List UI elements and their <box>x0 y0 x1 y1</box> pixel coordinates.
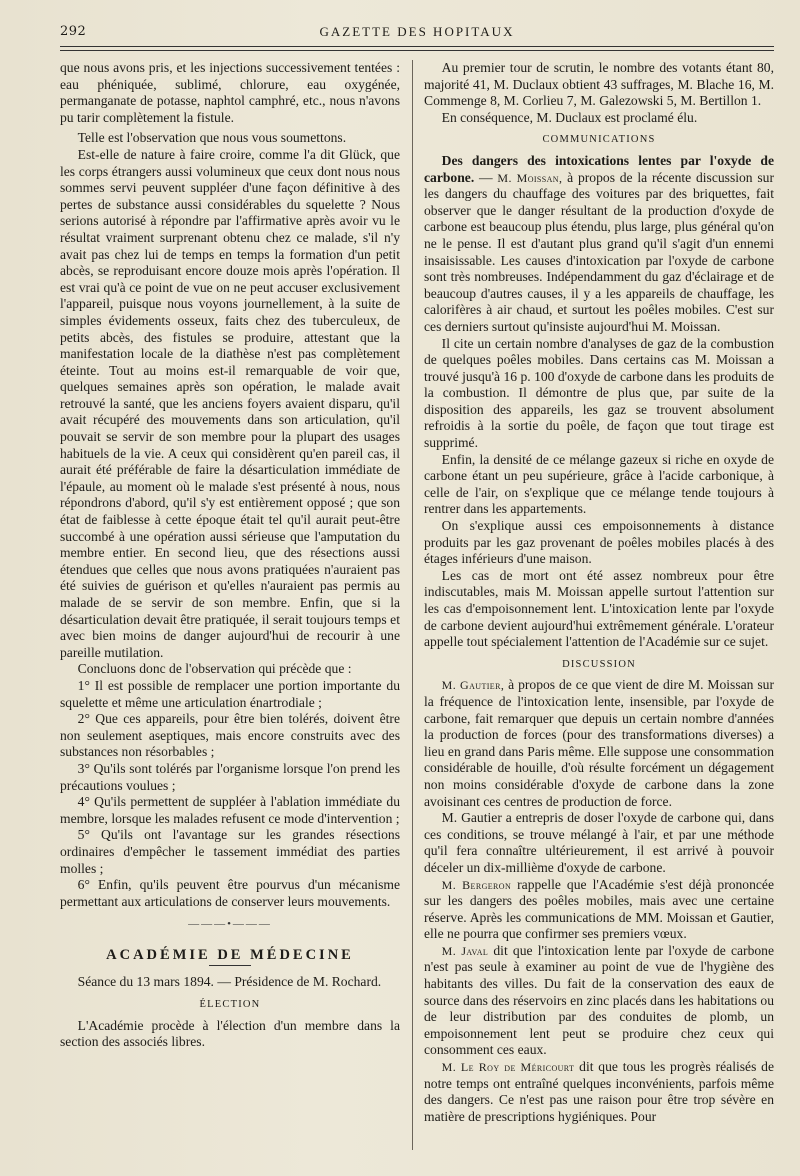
paragraph: Les cas de mort ont été assez nombreux pour être indiscutables, mais M. Moissan appelle surtout l'attention sur les cas d'empoisonnement lent. L'intoxication lente par l'oxyde de carbone devient aujourd'hui extrêmement générale. L'orateur appelle tout spécialement l'attention de l'Académie sur ce sujet. <box>424 567 774 650</box>
paragraph-text: dit que l'intoxication lente par l'oxyde de carbone n'est pas seule à examiner au point de vue de l'hygiène des habitants des villes. Du fait de la conservation des eaux de source dans des réservoirs en zinc placés dans les habitations ou de leur distribution par des conduites de plomb, un empoisonnement lent peut se produire chez ceux qui consomment ces eaux. <box>424 942 774 1058</box>
communication-title: Des dangers des intoxications lentes par l'oxyde de carbone. <box>424 152 774 185</box>
paragraph: L'Académie procède à l'élection d'un membre dans la section des associés libres. <box>60 1017 400 1050</box>
left-column <box>60 60 400 1160</box>
paragraph <box>424 943 774 1059</box>
paragraph: M. Gautier a entrepris de doser l'oxyde de carbone qui, dans ces conditions, se trouve mélangé à l'air, et par une méthode qu'il fera connaître ultérieurement, il est arrivé à pouvoir déceler un dix-millième d'oxyde de carbone. <box>424 810 774 875</box>
conclusion-item: 4° Qu'ils permettent de suppléer à l'ablation immédiate du membre, lorsque les malades refusent ce mode d'intervention ; <box>60 794 400 826</box>
conclusion-item: 2° Que ces appareils, pour être bien tolérés, doivent être non seulement aseptiques, mais encore construits avec des substances non résorbables ; <box>60 711 400 760</box>
conclusion-item: 5° Qu'ils ont l'avantage sur les grandes résections ordinaires d'empêcher le tassement immédiat des parties molles ; <box>60 827 400 876</box>
section-title: ACADÉMIE DE MÉDECINE <box>106 946 354 963</box>
subheading-election: ÉLECTION <box>199 999 261 1011</box>
conclusion-item: 1° Il est possible de remplacer une portion importante du squelette et même une articulation énartrodiale ; <box>60 677 400 710</box>
paragraph-text: rappelle que l'Académie s'est déjà prononcée sur les dangers des poêles mobiles, mais avec une certaine réserve. Après les communications de MM. Moissan et Gautier, elle ne pourra que confirmer ses premiers vœux. <box>424 876 774 942</box>
paragraph: Il cite un certain nombre d'analyses de gaz de la combustion de quelques poêles mobiles. Dans certains cas M. Moissan a trouvé jusqu'à 16 p. 100 d'oxyde de carbone dans les produits de la combustion. Il démontre de plus que, par suite de la disposition des appareils, les gaz se trouvent absolument refroidis à la sortie du poêle, de façon que tout tirage est supprimé. <box>424 335 774 451</box>
paragraph <box>424 877 774 943</box>
conclusion-item: 6° Enfin, qu'ils peuvent être pourvus d'un mécanisme permettant aux articulations de conserver leurs mouvements. <box>60 877 400 909</box>
paragraph: Est-elle de nature à faire croire, comme l'a dit Glück, que les corps étrangers aussi volumineux que ceux dont nous nous sommes servi peuvent suppléer d'une façon définitive à des pertes de substance aussi considérables du squelette ? Nous serions autorisé à répondre par l'affirmative après avoir vu le résultat vraiment surprenant obtenu chez ce malade, s'il n'y avait pas chez lui de temps en temps la formation d'un petit abcès, se reproduisant encore douze mois après l'opération. Il est vrai qu'à ce point de vue on ne peut accuser exclusivement l'appareil, puisque nous voyons journellement, à la suite de simples évidements osseux, faits chez des tuberculeux, de petits abcès, des fistules se produire, attestant que la manifestation locale de la diathèse n'est pas complètement éteinte. Tout au moins est-il remarquable de voir que, quelques semaines après son opération, le malade avait retrouvé la santé, que les anciens foyers avaient disparu, qu'il avait récupéré des mouvements dans son articulation, qu'il pouvait se servir de son membre pour la plupart des usages habituels de la vie. A ceux qui considèrent qu'en pareil cas, il aurait été préférable de faire la désarticulation immédiate de l'épaule, au moment où le malade s'est présenté à nous, nous répondrons d'abord, qu'il s'y est entièrement opposé ; que son état de faiblesse à cette époque était tel qu'il aurait peut-être succombé à une opération aussi sérieuse que l'amputation du membre entier. En second lieu, que des résections aussi étendues que celles que nous avons pratiquées n'auraient pas été suivies de guérison et qu'elles n'auraient pas permis au malade de se servir de son membre. Enfin, que si la désarticulation devait être pratiquée, il serait toujours temps et avec bien moins de danger aujourd'hui de recourir à une pareille mutilation. <box>60 146 400 660</box>
page-number: 292 <box>60 24 87 39</box>
paragraph-text: à propos de ce que vient de dire M. Moissan sur la fréquence de l'intoxication lente, insensible, par l'oxyde de carbone, fait remarquer que depuis un certain nombre d'années la production de forces (pour des transformations diverses) a lieu en grand dans Paris même. Elle suppose une consommation considérable de houille, d'où résulte forcément un dégagement non moins considérable d'oxyde de carbone dans la zone avoisinant ces centres de production de force. <box>424 677 774 809</box>
paragraph: que nous avons pris, et les injections successivement tentées : eau phéniquée, sublimé, chlorure, eau oxygénée, permanganate de potasse, naphtol camphré, etc., nous n'avons pu tarir complètement la fistule. <box>60 60 400 125</box>
conclusion-item: 3° Qu'ils sont tolérés par l'organisme lorsque l'on prend les précautions voulues ; <box>60 760 400 793</box>
paragraph: On s'explique aussi ces empoisonnements à distance produits par les gaz provenant de poêles mobiles placés à des étages inférieurs d'une maison. <box>424 518 774 567</box>
paragraph: Des dangers des intoxications lentes par l'oxyde de carbone. — M. Moissan, à propos de la récente discussion sur les dangers du chauffage des voitures par des briquettes, fait observer que le danger résultant de la production d'oxyde de carbone est beaucoup plus étendu, plus large, plus général qu'on ne le pense. Il est d'autant plus grand qu'il s'agit d'un ennemi insaisissable. Les causes d'intoxication par l'oxyde de carbone sont très nombreuses. Indépendamment du gaz d'éclairage et de beaucoup d'autres causes, il y a les appareils de chauffage, les calorifères à air chaud, et surtout les poêles mobiles. C'est sur ces derniers surtout qu'insiste aujourd'hui M. Moissan. <box>424 152 774 334</box>
paragraph: Enfin, la densité de ce mélange gazeux si riche en oxyde de carbone étant un peu supérieure, grâce à l'acide carbonique, à celle de l'air, on s'explique que ce mélange tende toujours à rentrer dans les appartements. <box>424 451 774 517</box>
paragraph-text: dit que tous les progrès réalisés de notre temps ont entraîné quelques inconvénients, parfois même des dangers. Ce n'est pas une raison pour être trop sévère en matière de prescriptions hygiéniques. Pour <box>424 1059 774 1124</box>
speaker-name: M. Bergeron <box>441 877 512 892</box>
title-rule <box>209 965 251 966</box>
paragraph <box>424 1059 774 1125</box>
session-line: Séance du 13 mars 1894. — Présidence de M. Rochard. <box>77 974 382 990</box>
paragraph: En conséquence, M. Duclaux est proclamé élu. <box>441 109 698 125</box>
subheading-discussion: DISCUSSION <box>562 658 636 670</box>
paragraph: Concluons donc de l'observation qui précède que : <box>77 661 352 677</box>
speaker-name: M. Javal <box>441 943 489 958</box>
section-ornament: ———•——— <box>188 918 272 931</box>
page-header <box>60 24 774 46</box>
paragraph <box>424 677 774 810</box>
paragraph: Au premier tour de scrutin, le nombre des votants étant 80, majorité 41, M. Duclaux obtient 43 suffrages, M. Blache 16, M. Commenge 8, M. Corlieu 7, M. Galezowski 5, M. Bertillon 1. <box>424 60 774 109</box>
paragraph-text: à propos de la récente discussion sur les dangers du chauffage des voitures par des briquettes, fait observer que le danger résultant de la production d'oxyde de carbone est beaucoup plus étendu, plus large, plus général qu'on ne le pense. Il est d'autant plus grand qu'il s'agit d'un ennemi insaisissable. Les causes d'intoxication par l'oxyde de carbone sont très nombreuses. Indépendamment du gaz d'éclairage et de beaucoup d'autres causes, il y a les appareils de chauffage, les calorifères à air chaud, et surtout les poêles mobiles. C'est sur ces derniers surtout qu'insiste aujourd'hui M. Moissan. <box>424 169 774 334</box>
speaker-name: M. Moissan, <box>497 170 563 185</box>
paragraph: Telle est l'observation que nous vous soumettons. <box>77 130 347 146</box>
speaker-name: M. Gautier, <box>441 678 505 693</box>
header-rule <box>60 46 774 51</box>
speaker-name: M. Le Roy de Méricourt <box>441 1060 575 1075</box>
subheading-communications: COMMUNICATIONS <box>542 134 656 146</box>
column-divider <box>412 60 413 1150</box>
running-title: GAZETTE DES HOPITAUX <box>319 24 515 39</box>
right-column <box>424 60 774 1160</box>
